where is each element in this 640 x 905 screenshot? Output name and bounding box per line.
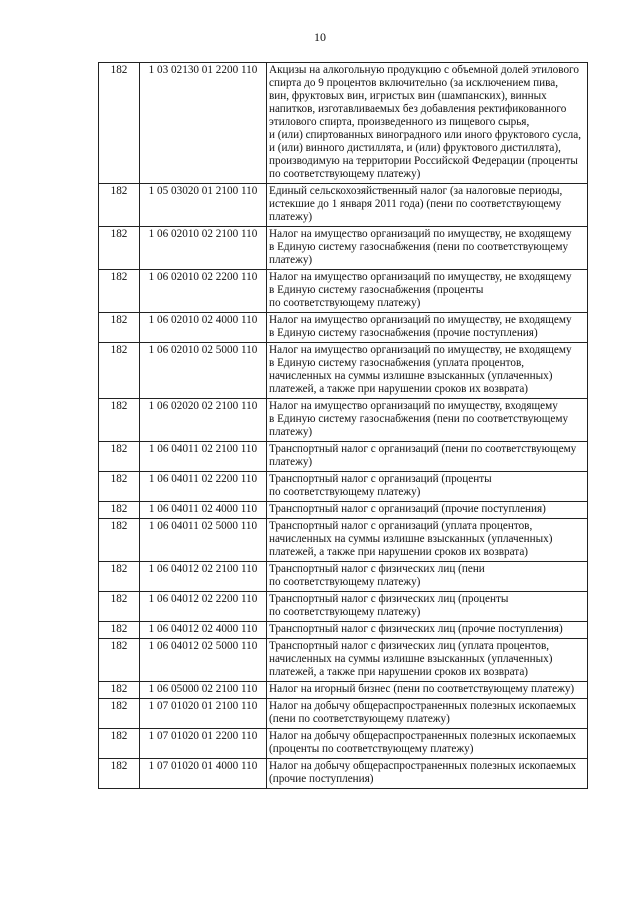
revenue-name-text: Налог на добычу общераспространенных полезных ископаемых (проценты по соответствующему платежу)	[269, 730, 577, 755]
admin-code-cell: 182	[99, 592, 140, 622]
table-row	[99, 682, 588, 699]
revenue-code-cell: 1 06 04011 02 2200 110	[140, 472, 267, 502]
admin-code-cell: 182	[99, 343, 140, 399]
admin-code-cell: 182	[99, 472, 140, 502]
admin-code-cell: 182	[99, 63, 140, 184]
revenue-code-cell: 1 05 03020 01 2100 110	[140, 184, 267, 227]
table-row	[99, 699, 588, 729]
table-row	[99, 639, 588, 682]
admin-code-cell: 182	[99, 622, 140, 639]
revenue-name-text: Транспортный налог с организаций (проценты по соответствующему платежу)	[269, 473, 492, 498]
revenue-codes-table	[98, 62, 588, 789]
table-row	[99, 184, 588, 227]
table-body	[99, 63, 588, 789]
revenue-code-cell: 1 06 02010 02 4000 110	[140, 313, 267, 343]
revenue-code-cell: 1 06 04012 02 2100 110	[140, 562, 267, 592]
table-row	[99, 63, 588, 184]
revenue-name-text: Единый сельскохозяйственный налог (за налоговые периоды, истекшие до 1 января 2011 года) (пени по соответствующему платежу)	[269, 185, 563, 223]
revenue-code-cell: 1 03 02130 01 2200 110	[140, 63, 267, 184]
revenue-name-text: Налог на игорный бизнес (пени по соответствующему платежу)	[269, 683, 575, 695]
revenue-name-cell	[267, 759, 588, 789]
revenue-code-cell: 1 06 04011 02 4000 110	[140, 502, 267, 519]
revenue-code-cell: 1 06 02010 02 2100 110	[140, 227, 267, 270]
admin-code-cell: 182	[99, 184, 140, 227]
revenue-name-text: Транспортный налог с организаций (пени по соответствующему платежу)	[269, 443, 577, 468]
table-row	[99, 592, 588, 622]
revenue-name-cell	[267, 562, 588, 592]
revenue-name-cell	[267, 399, 588, 442]
revenue-code-cell: 1 06 02010 02 2200 110	[140, 270, 267, 313]
revenue-name-text: Транспортный налог с организаций (прочие поступления)	[269, 503, 546, 515]
table-row	[99, 562, 588, 592]
revenue-name-text: Транспортный налог с физических лиц (уплата процентов, начисленных на суммы излишне взысканных (уплаченных) платежей, а также при нарушении сроков их возврата)	[269, 640, 553, 678]
table-row	[99, 343, 588, 399]
revenue-name-cell	[267, 699, 588, 729]
admin-code-cell: 182	[99, 313, 140, 343]
revenue-name-text: Налог на имущество организаций по имуществу, не входящему в Единую систему газоснабжения (уплата процентов, начисленных на суммы излишне взысканных (уплаченных) платежей, а также при нарушении сроков их возврата)	[269, 344, 572, 395]
revenue-name-text: Налог на добычу общераспространенных полезных ископаемых (прочие поступления)	[269, 760, 577, 785]
admin-code-cell: 182	[99, 639, 140, 682]
admin-code-cell: 182	[99, 227, 140, 270]
revenue-name-cell	[267, 519, 588, 562]
revenue-name-cell	[267, 639, 588, 682]
revenue-name-text: Акцизы на алкогольную продукцию с объемной долей этилового спирта до 9 процентов включительно (за исключением пива, вин, фруктовых вин, игристых вин (шампанских), винных напитков, изготавливаемых без добавления ректификованного этилового спирта, произведенного из пищевого сырья, и (или) спиртованных виноградного или иного фруктового сусла, и (или) винного дистиллята, и (или) фруктового дистиллята), производимую на территории Российской Федерации (проценты по соответствующему платежу)	[269, 64, 582, 180]
revenue-code-cell: 1 06 04012 02 5000 110	[140, 639, 267, 682]
revenue-name-cell	[267, 184, 588, 227]
admin-code-cell: 182	[99, 699, 140, 729]
revenue-code-cell: 1 06 05000 02 2100 110	[140, 682, 267, 699]
page-number: 10	[314, 30, 326, 44]
admin-code-cell: 182	[99, 270, 140, 313]
revenue-name-cell	[267, 682, 588, 699]
admin-code-cell: 182	[99, 562, 140, 592]
table-row	[99, 519, 588, 562]
revenue-name-text: Налог на имущество организаций по имуществу, входящему в Единую систему газоснабжения (пени по соответствующему платежу)	[269, 400, 569, 438]
table-row	[99, 622, 588, 639]
admin-code-cell: 182	[99, 682, 140, 699]
admin-code-cell: 182	[99, 729, 140, 759]
revenue-name-cell	[267, 313, 588, 343]
revenue-name-cell	[267, 63, 588, 184]
admin-code-cell: 182	[99, 759, 140, 789]
revenue-code-cell: 1 06 02020 02 2100 110	[140, 399, 267, 442]
revenue-name-text: Налог на имущество организаций по имуществу, не входящему в Единую систему газоснабжения (проценты по соответствующему платежу)	[269, 271, 572, 309]
revenue-name-text: Транспортный налог с физических лиц (прочие поступления)	[269, 623, 563, 635]
table-row	[99, 313, 588, 343]
revenue-name-cell	[267, 729, 588, 759]
table-row	[99, 227, 588, 270]
table-row	[99, 472, 588, 502]
revenue-name-text: Налог на добычу общераспространенных полезных ископаемых (пени по соответствующему платежу)	[269, 700, 577, 725]
table-row	[99, 442, 588, 472]
revenue-name-cell	[267, 622, 588, 639]
revenue-code-cell: 1 06 04011 02 5000 110	[140, 519, 267, 562]
revenue-name-cell	[267, 592, 588, 622]
table-row	[99, 759, 588, 789]
revenue-code-cell: 1 07 01020 01 2200 110	[140, 729, 267, 759]
table-row	[99, 502, 588, 519]
revenue-name-text: Транспортный налог с физических лиц (пени по соответствующему платежу)	[269, 563, 485, 588]
revenue-name-cell	[267, 472, 588, 502]
revenue-code-cell: 1 07 01020 01 2100 110	[140, 699, 267, 729]
table-row	[99, 729, 588, 759]
revenue-code-cell: 1 06 04012 02 4000 110	[140, 622, 267, 639]
revenue-name-text: Налог на имущество организаций по имуществу, не входящему в Единую систему газоснабжения (пени по соответствующему платежу)	[269, 228, 572, 266]
admin-code-cell: 182	[99, 502, 140, 519]
revenue-name-cell	[267, 227, 588, 270]
revenue-name-text: Налог на имущество организаций по имуществу, не входящему в Единую систему газоснабжения (прочие поступления)	[269, 314, 572, 339]
revenue-name-text: Транспортный налог с организаций (уплата процентов, начисленных на суммы излишне взысканных (уплаченных) платежей, а также при нарушении сроков их возврата)	[269, 520, 553, 558]
revenue-name-text: Транспортный налог с физических лиц (проценты по соответствующему платежу)	[269, 593, 509, 618]
revenue-name-cell	[267, 270, 588, 313]
revenue-name-cell	[267, 442, 588, 472]
revenue-code-cell: 1 06 02010 02 5000 110	[140, 343, 267, 399]
revenue-code-cell: 1 07 01020 01 4000 110	[140, 759, 267, 789]
revenue-name-cell	[267, 502, 588, 519]
revenue-code-cell: 1 06 04011 02 2100 110	[140, 442, 267, 472]
revenue-name-cell	[267, 343, 588, 399]
admin-code-cell: 182	[99, 519, 140, 562]
table-row	[99, 399, 588, 442]
table-row	[99, 270, 588, 313]
admin-code-cell: 182	[99, 442, 140, 472]
admin-code-cell: 182	[99, 399, 140, 442]
revenue-code-cell: 1 06 04012 02 2200 110	[140, 592, 267, 622]
